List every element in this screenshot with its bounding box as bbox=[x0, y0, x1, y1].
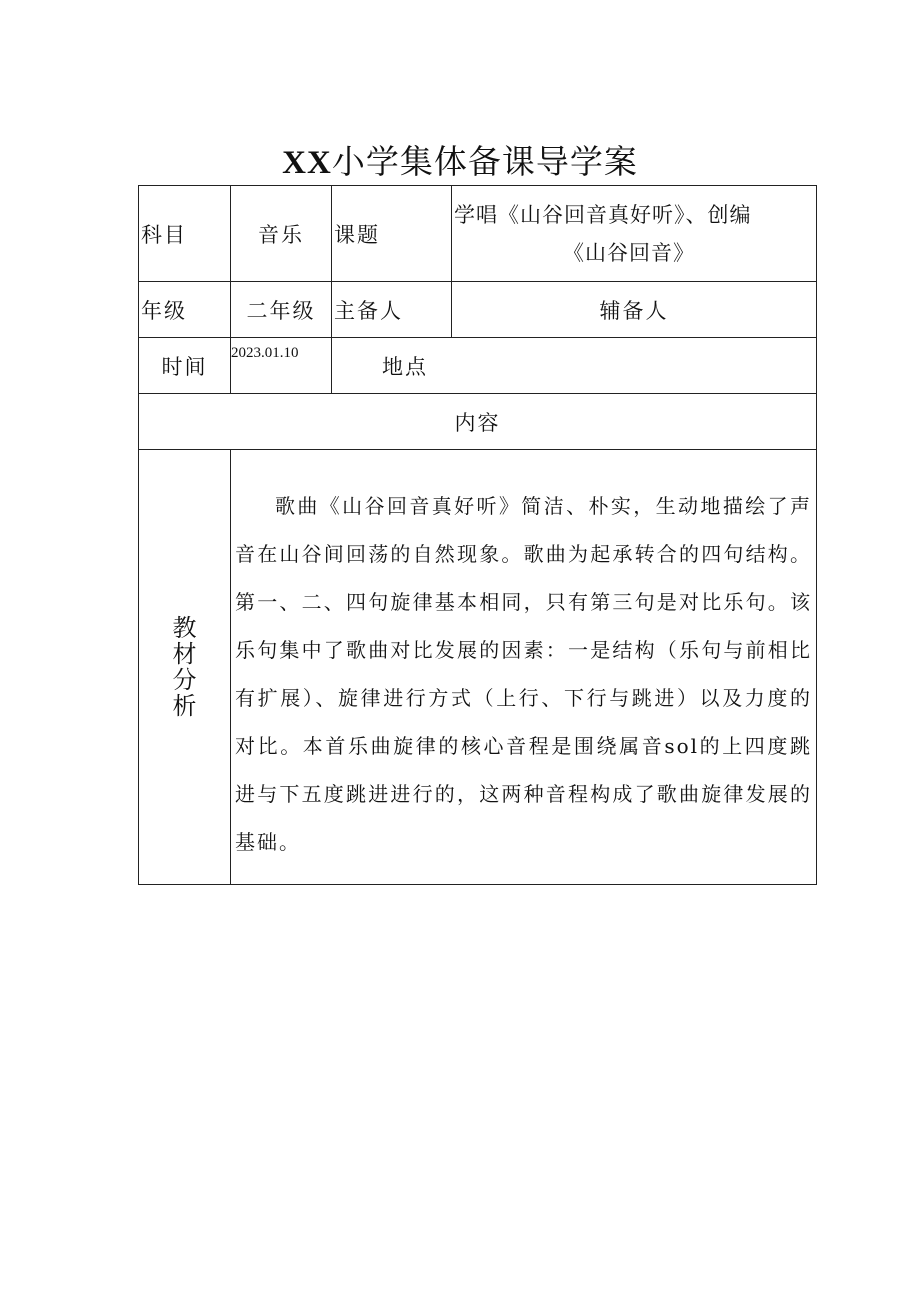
analysis-label-char: 析 bbox=[172, 692, 197, 720]
title-prefix: XX bbox=[282, 145, 332, 181]
topic-line-2: 《山谷回音》 bbox=[563, 240, 695, 265]
grade-value: 二年级 bbox=[231, 282, 332, 338]
row-subject bbox=[139, 186, 817, 282]
topic-label: 课题 bbox=[332, 186, 452, 282]
grade-label: 年级 bbox=[139, 282, 231, 338]
main-preparer-label: 主备人 bbox=[332, 282, 452, 338]
analysis-label-char: 教 bbox=[172, 614, 197, 642]
analysis-label-char: 材 bbox=[172, 640, 197, 668]
row-grade bbox=[139, 282, 817, 338]
assistant-preparer-label: 辅备人 bbox=[452, 282, 817, 338]
document-title bbox=[0, 140, 920, 185]
analysis-label-char: 分 bbox=[172, 666, 197, 694]
time-label: 时间 bbox=[139, 338, 231, 394]
row-content-header bbox=[139, 394, 817, 450]
time-value: 2023.01.10 bbox=[231, 338, 332, 394]
content-header: 内容 bbox=[139, 394, 817, 450]
topic-line-1: 学唱《山谷回音真好听》、创编 bbox=[454, 202, 752, 227]
lesson-plan-table bbox=[138, 185, 817, 885]
title-text: 小学集体备课导学案 bbox=[331, 142, 638, 181]
row-time bbox=[139, 338, 817, 394]
topic-value bbox=[452, 186, 817, 282]
location-label: 地点 bbox=[332, 338, 817, 394]
subject-value: 音乐 bbox=[231, 186, 332, 282]
analysis-text: 歌曲《山谷回音真好听》简洁、朴实，生动地描绘了声音在山谷间回荡的自然现象。歌曲为起承转合的四句结构。第一、二、四句旋律基本相同，只有第三句是对比乐句。该乐句集中了歌曲对比发展的因素：一是结构（乐句与前相比有扩展）、旋律进行方式（上行、下行与跳进）以及力度的对比。本首乐曲旋律的核心音程是围绕属音sol的上四度跳进与下五度跳进进行的，这两种音程构成了歌曲旋律发展的基础。 bbox=[231, 450, 817, 885]
analysis-label bbox=[139, 450, 231, 885]
subject-label: 科目 bbox=[139, 186, 231, 282]
row-analysis bbox=[139, 450, 817, 885]
